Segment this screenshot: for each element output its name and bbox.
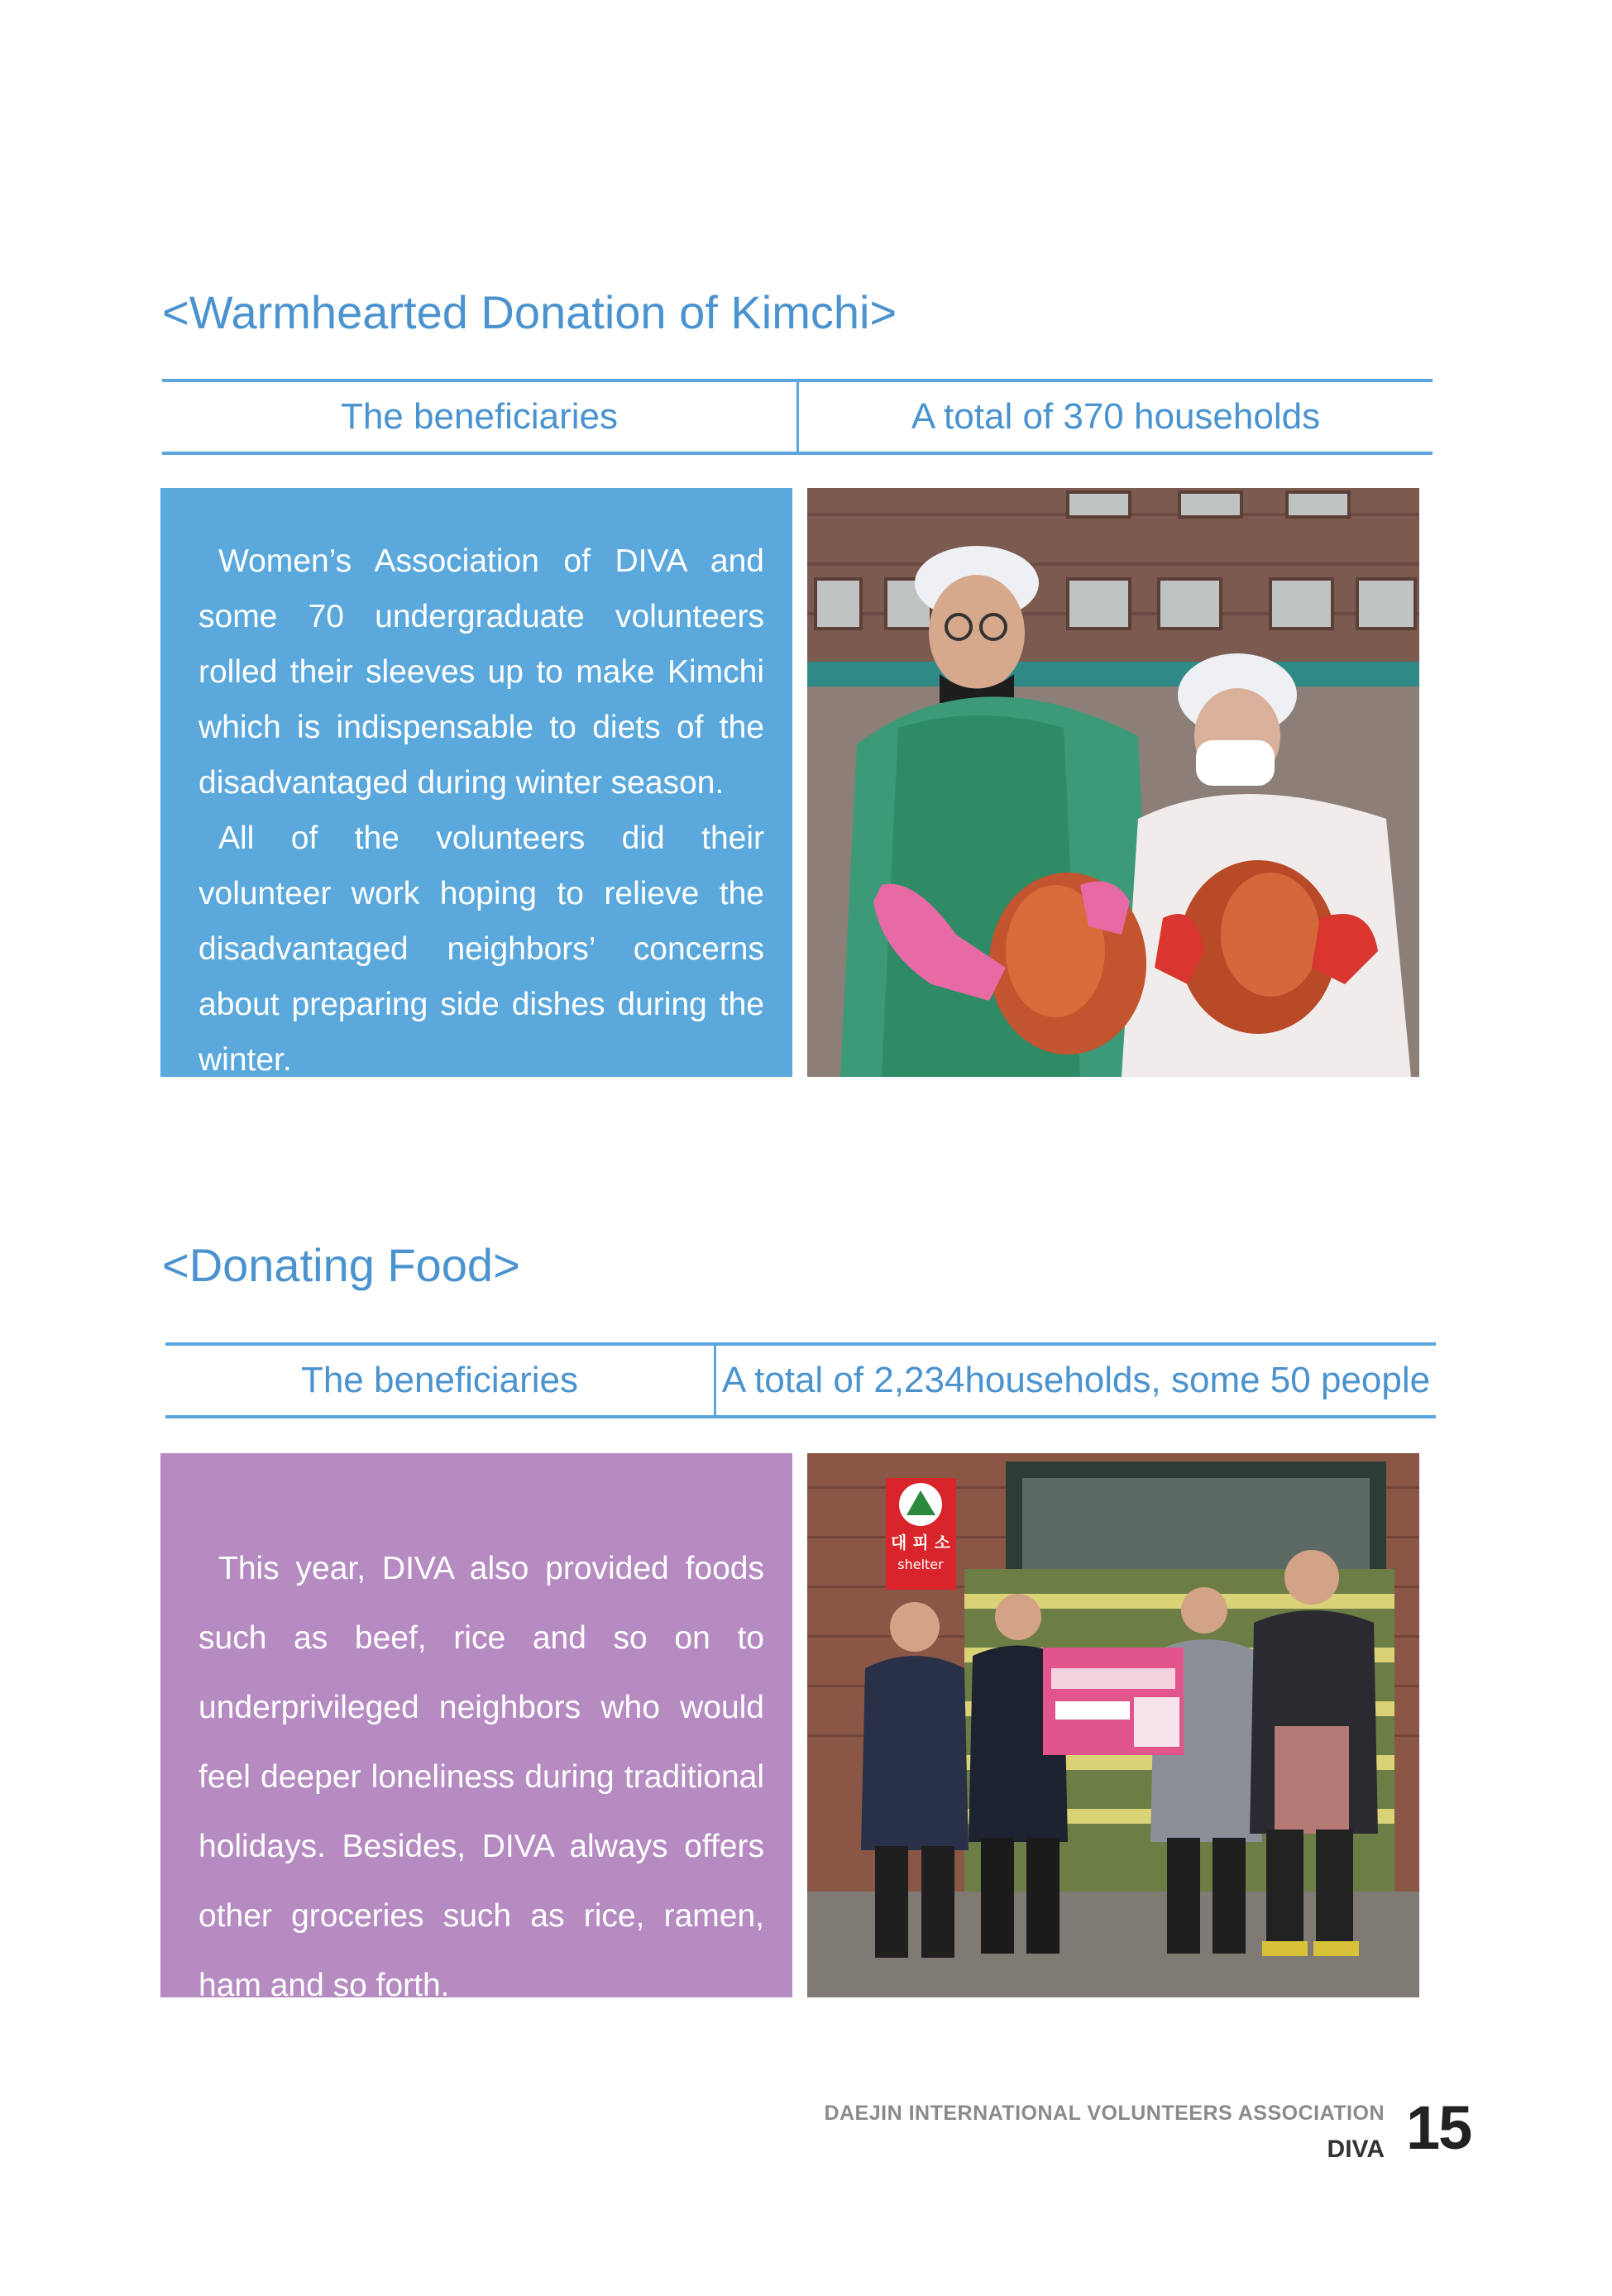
page-number: 15 bbox=[1406, 2093, 1471, 2162]
kimchi-paragraph-1: Women’s Association of DIVA and some 70 undergraduate volunteers rolled their sleeves up to make Kimchi which is indispensable to diets of the disadvantaged during winter season. bbox=[199, 543, 764, 801]
kimchi-paragraph-2: All of the volunteers did their volunteer work hoping to relieve the disadvantaged neighbors’ concerns about preparing side dishes during the winter. bbox=[199, 820, 764, 1078]
footer-org-name: DAEJIN INTERNATIONAL VOLUNTEERS ASSOCIATION bbox=[824, 2102, 1385, 2125]
footer-abbr: DIVA bbox=[1327, 2136, 1385, 2163]
food-donation-photo bbox=[807, 1453, 1419, 1997]
food-paragraph-1: This year, DIVA also provided foods such as beef, rice and so on to underprivileged neighbors who would feel deeper loneliness during traditional holidays. Besides, DIVA always offers other groceries such as rice, ramen, ham and so forth. bbox=[199, 1551, 764, 2003]
kimchi-description-box bbox=[160, 488, 792, 1077]
kimchi-beneficiaries-row bbox=[162, 379, 1433, 455]
shelter-sign-text: 대 피 소 bbox=[891, 1533, 950, 1552]
kimchi-section-title: <Warmhearted Donation of Kimchi> bbox=[162, 286, 897, 338]
beneficiaries-value: A total of 2,234households, some 50 people bbox=[721, 1360, 1431, 1400]
beneficiaries-value: A total of 370 households bbox=[911, 396, 1321, 437]
beneficiaries-label: The beneficiaries bbox=[340, 396, 619, 437]
food-description-box bbox=[160, 1453, 792, 2003]
food-beneficiaries-row bbox=[165, 1342, 1436, 1418]
beneficiaries-label: The beneficiaries bbox=[300, 1360, 579, 1400]
shelter-sign-subtext: shelter bbox=[897, 1557, 944, 1572]
food-section-title: <Donating Food> bbox=[162, 1239, 520, 1291]
kimchi-volunteers-photo bbox=[807, 488, 1419, 1077]
